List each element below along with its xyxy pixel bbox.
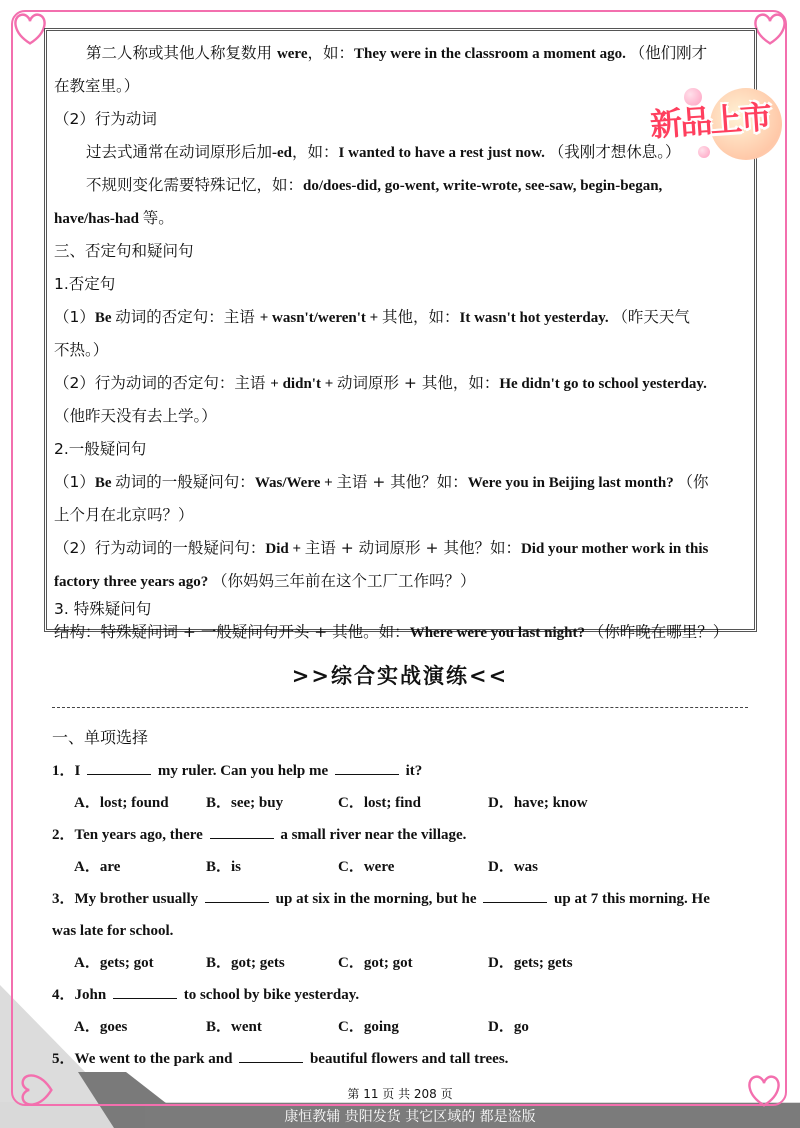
grammar-line <box>54 334 748 367</box>
grammar-text: + wasn't/weren't + <box>259 310 382 326</box>
answer-blank[interactable] <box>210 824 274 839</box>
dashed-divider <box>52 707 748 708</box>
question-stem <box>52 755 752 787</box>
answer-option[interactable]: B．is <box>206 859 242 875</box>
question-text: it? <box>401 763 423 779</box>
grammar-text: It wasn't hot yesterday. <box>459 310 613 326</box>
grammar-line <box>54 466 748 499</box>
answer-blank[interactable] <box>239 1048 303 1063</box>
grammar-text: He didn't go to school yesterday. <box>499 376 707 392</box>
grammar-line <box>54 169 748 202</box>
answer-options <box>52 787 752 819</box>
grammar-line <box>54 235 748 268</box>
practice-questions <box>52 722 752 1075</box>
page-number: 第 11 页 共 208 页 <box>347 1087 453 1101</box>
question-text: my ruler. Can you help me <box>154 763 332 779</box>
grammar-text: 等。 <box>142 209 174 227</box>
grammar-text: They were in the classroom a moment ago. <box>354 46 630 62</box>
answer-option[interactable]: B．went <box>206 1019 262 1035</box>
question-text: My brother usually <box>74 891 202 907</box>
grammar-text: Be <box>94 475 116 491</box>
grammar-text: 动词的一般疑问句： <box>115 473 255 491</box>
answer-option[interactable]: D．go <box>488 1019 529 1035</box>
grammar-text: 动词原形 + 其他，如： <box>337 374 500 392</box>
grammar-text: （2）行为动词的一般疑问句： <box>54 539 266 557</box>
question-text: Ten years ago, there <box>74 827 207 843</box>
grammar-text: （他昨天没有去上学。） <box>54 407 217 425</box>
grammar-text: Did your mother work in this <box>520 541 709 557</box>
answer-option[interactable]: C．going <box>338 1019 399 1035</box>
grammar-text: ，如： <box>307 44 354 62</box>
question-number: 2． <box>52 827 75 843</box>
grammar-text: 不规则变化需要特殊记忆，如： <box>86 176 304 194</box>
grammar-text: Be <box>94 310 116 326</box>
answer-options <box>52 851 752 883</box>
grammar-text: -ed <box>272 145 293 161</box>
answer-option[interactable]: D．have; know <box>488 795 588 811</box>
answer-option[interactable]: B．got; gets <box>206 955 285 971</box>
answer-blank[interactable] <box>483 888 547 903</box>
grammar-line <box>54 268 748 301</box>
question-stem <box>52 883 752 915</box>
grammar-text: Where were you last night? <box>409 625 589 641</box>
answer-blank[interactable] <box>113 984 177 999</box>
grammar-text: （我刚才想休息。） <box>548 143 681 161</box>
grammar-text: 2.一般疑问句 <box>54 440 147 458</box>
question-number: 1． <box>52 763 75 779</box>
question-stem <box>52 819 752 851</box>
grammar-text: （2）行为动词 <box>54 110 157 128</box>
grammar-text: 3. 特殊疑问句 <box>54 600 152 618</box>
answer-option[interactable]: C．were <box>338 859 395 875</box>
grammar-text: 1.否定句 <box>54 275 116 293</box>
grammar-text: 结构：特殊疑问词 + 一般疑问句开头 + 其他。如： <box>54 623 410 641</box>
grammar-text: 不热。） <box>54 341 109 359</box>
question-stem <box>52 1043 752 1075</box>
watermark-text: 康恒教辅 贵阳发货 其它区域的 都是盗版 <box>284 1109 536 1125</box>
answer-option[interactable]: C．lost; find <box>338 795 421 811</box>
grammar-text: I wanted to have a rest just now. <box>338 145 549 161</box>
grammar-text: 在教室里。） <box>54 77 140 95</box>
question-number: 4． <box>52 987 75 1003</box>
grammar-text: do/does-did, go-went, write-wrote, see-saw, begin-began, <box>303 178 663 194</box>
grammar-line <box>54 433 748 466</box>
grammar-text: were <box>276 46 308 62</box>
question-text: I <box>74 763 85 779</box>
grammar-line <box>54 136 748 169</box>
answer-option[interactable]: A．gets; got <box>74 955 154 971</box>
grammar-line <box>54 532 748 565</box>
grammar-text: （1） <box>54 308 95 326</box>
grammar-text: 其他，如： <box>381 308 460 326</box>
grammar-text: Was/Were + <box>254 475 337 491</box>
sticker-text: 新品上市 <box>648 97 772 145</box>
grammar-text: （你 <box>677 473 709 491</box>
grammar-text: 第二人称或其他人称复数用 <box>86 44 277 62</box>
answer-blank[interactable] <box>205 888 269 903</box>
grammar-text: （你昨晚在哪里？） <box>588 623 729 641</box>
grammar-line <box>54 367 748 400</box>
answer-blank[interactable] <box>87 760 151 775</box>
answer-option[interactable]: D．was <box>488 859 539 875</box>
question-text: We went to the park and <box>74 1051 237 1067</box>
answer-option[interactable]: A．lost; found <box>74 795 169 811</box>
answer-option[interactable]: D．gets; gets <box>488 955 573 971</box>
grammar-text: 上个月在北京吗？） <box>54 506 194 524</box>
grammar-text: Were you in Beijing last month? <box>467 475 678 491</box>
answer-option[interactable]: A．are <box>74 859 121 875</box>
question-text: up at 7 this morning. He <box>550 891 710 907</box>
grammar-text: （昨天天气 <box>612 308 690 326</box>
grammar-line <box>54 400 748 433</box>
answer-options <box>52 1011 752 1043</box>
section-heading: 一、单项选择 <box>52 728 149 747</box>
practice-section-title: >>综合实战演练<< <box>291 663 509 688</box>
answer-blank[interactable] <box>335 760 399 775</box>
grammar-line <box>54 301 748 334</box>
grammar-line <box>54 598 748 621</box>
grammar-text: 主语 + 其他？如： <box>336 473 468 491</box>
grammar-text: 过去式通常在动词原形后加 <box>86 143 273 161</box>
grammar-text: （你妈妈三年前在这个工厂工作吗？） <box>212 572 476 590</box>
question-number: 5． <box>52 1051 75 1067</box>
grammar-text: 主语 + 动词原形 + 其他？如： <box>304 539 521 557</box>
grammar-text: （2）行为动词的否定句：主语 <box>54 374 271 392</box>
question-text: a small river near the village. <box>276 827 467 843</box>
grammar-text: Did + <box>265 541 305 557</box>
grammar-text: （1） <box>54 473 95 491</box>
question-number: 3． <box>52 891 75 907</box>
grammar-line <box>54 202 748 235</box>
grammar-text: 动词的否定句：主语 <box>115 308 260 326</box>
new-product-sticker <box>648 82 788 160</box>
question-text: up at six in the morning, but he <box>271 891 481 907</box>
grammar-text: have/has-had <box>54 211 143 227</box>
grammar-text: 三、否定句和疑问句 <box>54 242 194 260</box>
question-text: beautiful flowers and tall trees. <box>306 1051 509 1067</box>
grammar-line <box>54 37 748 70</box>
answer-option[interactable]: C．got; got <box>338 955 413 971</box>
question-text: John <box>74 987 110 1003</box>
grammar-text: ，如： <box>292 143 339 161</box>
grammar-line <box>54 70 748 103</box>
answer-option[interactable]: A．goes <box>74 1019 128 1035</box>
question-text: to school by bike yesterday. <box>179 987 360 1003</box>
answer-options <box>52 947 752 979</box>
grammar-text: factory three years ago? <box>54 574 212 590</box>
grammar-line <box>54 565 748 598</box>
grammar-line <box>54 621 748 644</box>
sticker-bubble <box>698 146 710 158</box>
answer-option[interactable]: B．see; buy <box>206 795 284 811</box>
question-continuation: was late for school. <box>52 923 174 939</box>
grammar-line <box>54 103 748 136</box>
grammar-line <box>54 499 748 532</box>
grammar-text: + didn't + <box>270 376 337 392</box>
grammar-text: （他们刚才 <box>629 44 708 62</box>
question-stem <box>52 979 752 1011</box>
